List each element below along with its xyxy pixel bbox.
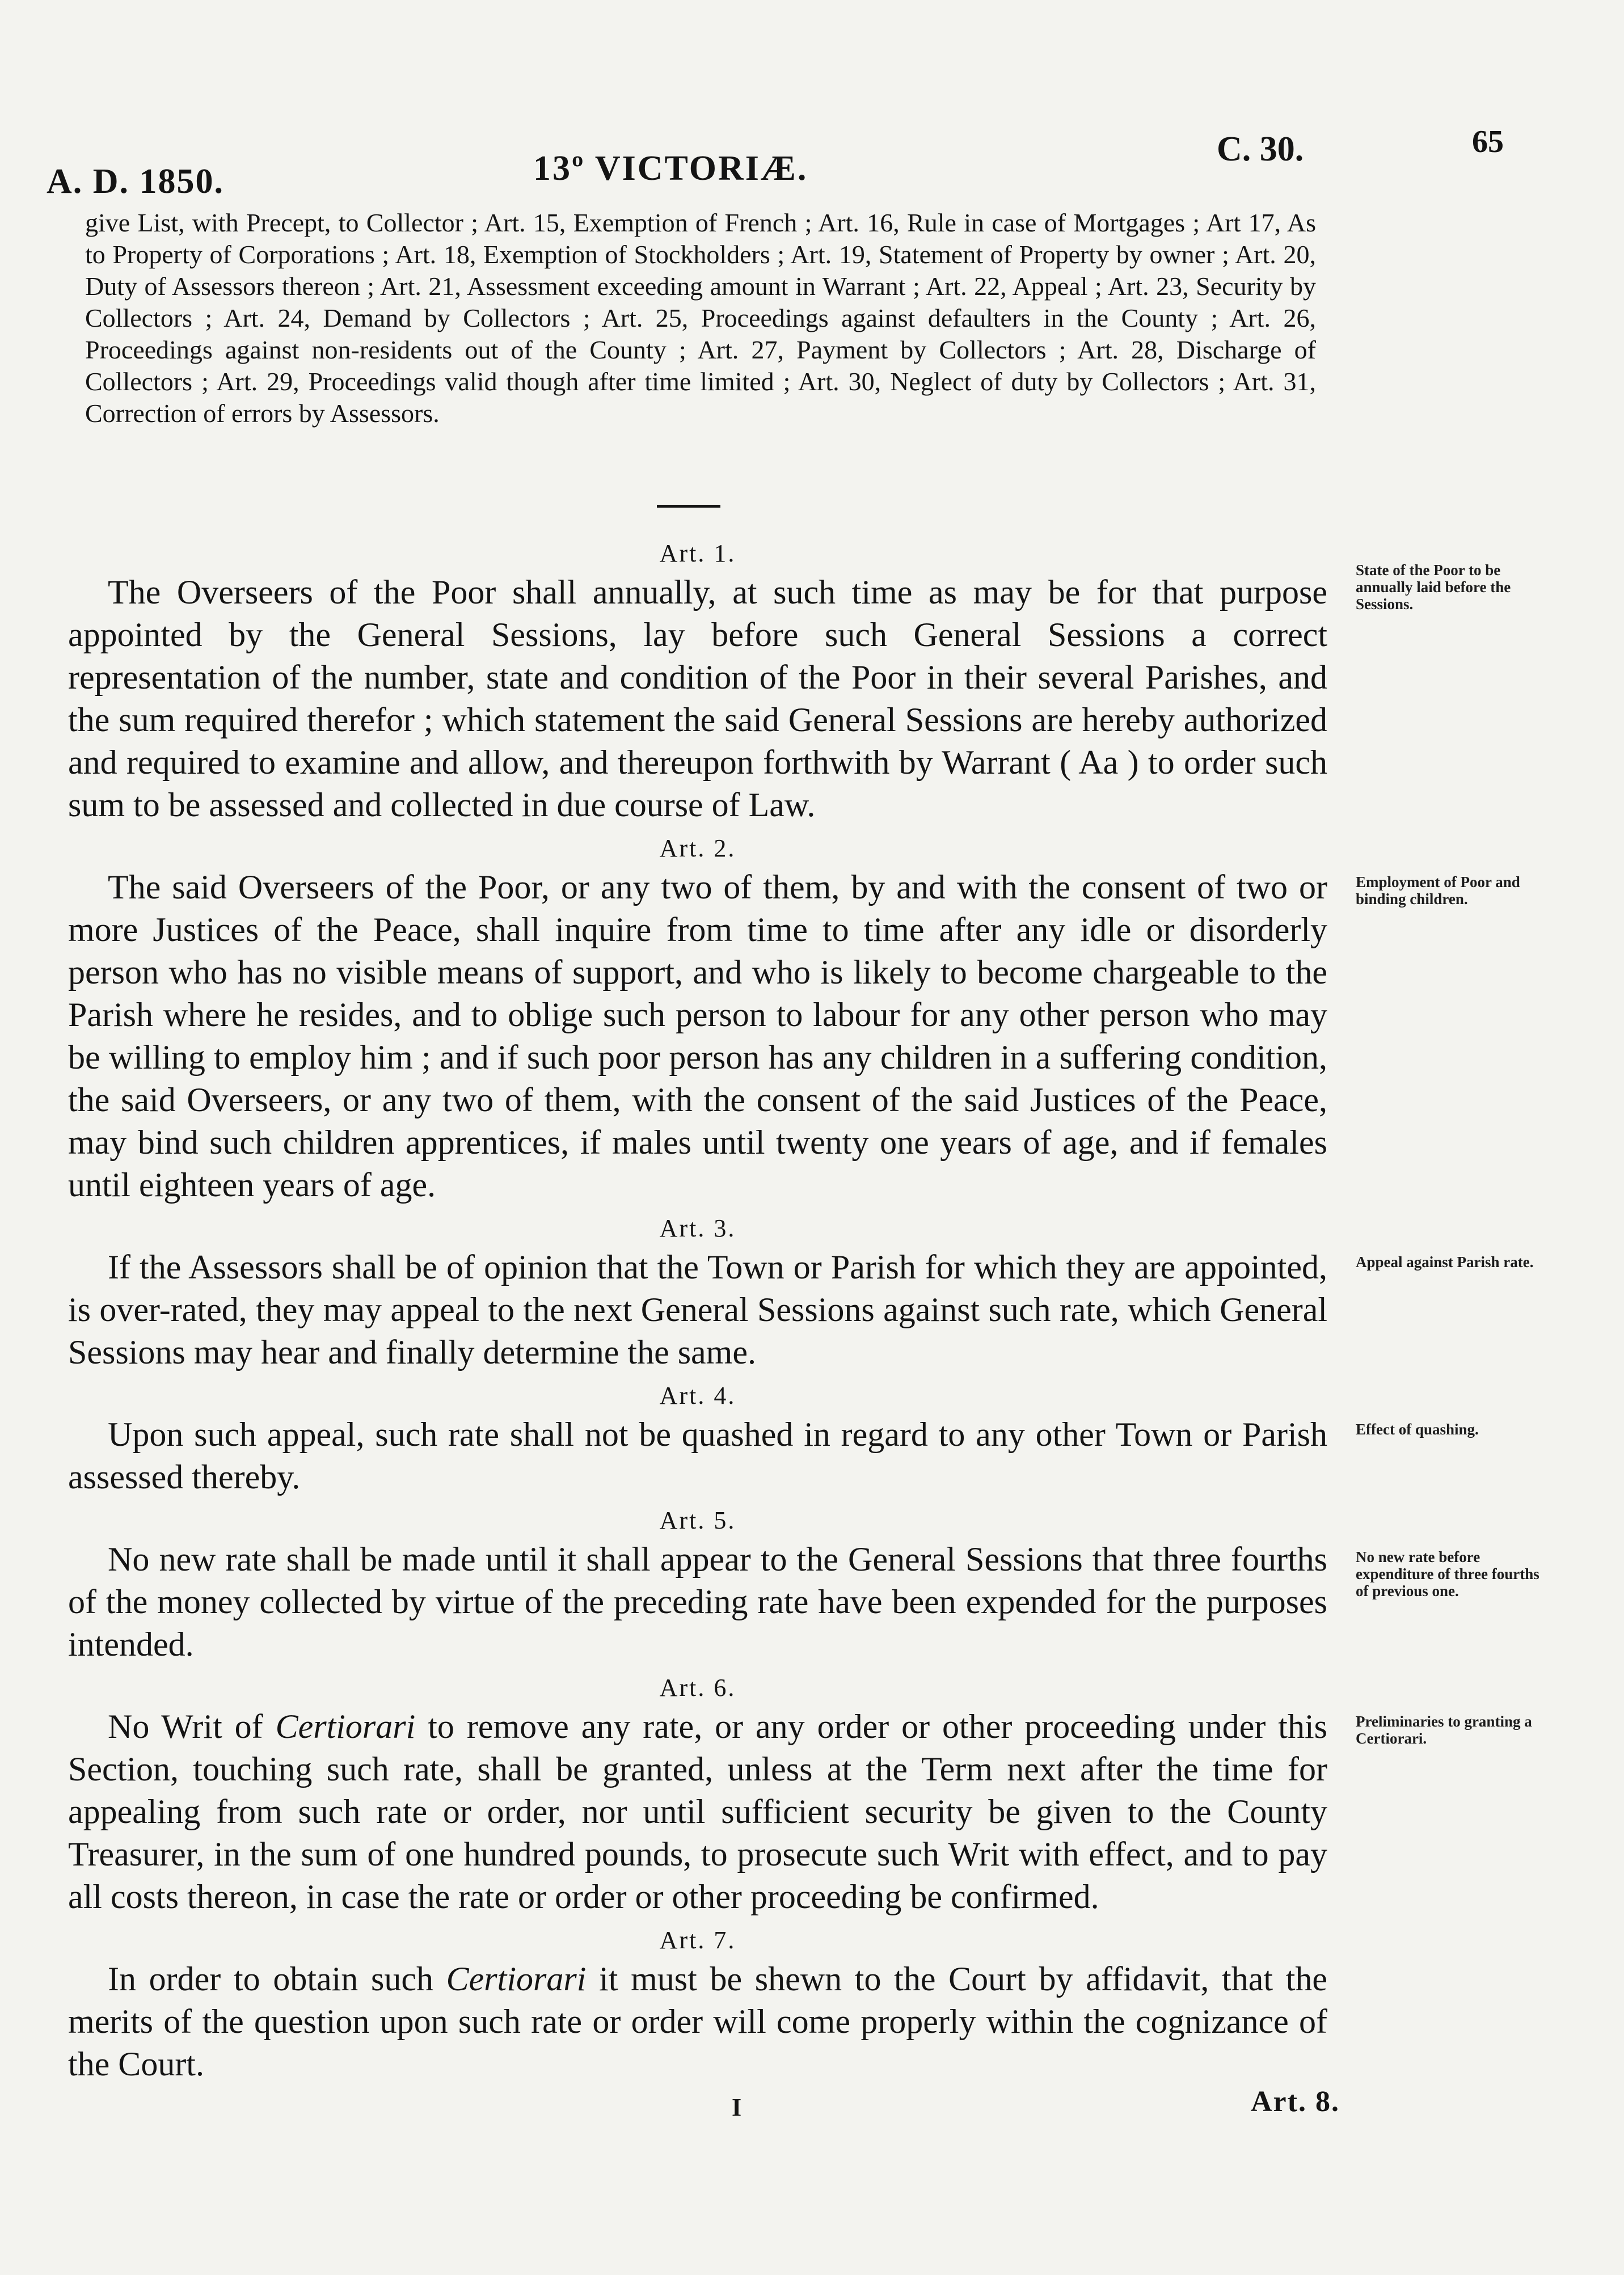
article-text-italic: Certiorari (446, 1960, 587, 1998)
article-text-end: it must be shewn to the Court by affidavit, that the merits of the question upon such rate or order will come properly within the cognizance of the Court. (68, 1960, 1328, 2083)
article-heading: Art. 3. (659, 1214, 736, 1242)
article-text (68, 1958, 1327, 2086)
signature-mark: I (732, 2093, 742, 2121)
article-text: If the Assessors shall be of opinion that the Town or Parish for which they are appointed, is over-rated, they may appeal to the next General Sessions against such rate, which General Sessions may hear and finally determine the same. (68, 1248, 1327, 1371)
article-heading: Art. 5. (659, 1506, 736, 1534)
article-text-start: In order to obtain such (108, 1960, 446, 1998)
article-7 (68, 1923, 1327, 2086)
article-5 (68, 1503, 1327, 1666)
margin-note-article-5: No new rate before expenditure of three fourths of previous one. (1356, 1548, 1539, 1599)
header-title: 13º VICTORIÆ. (533, 149, 808, 188)
article-text: No new rate shall be made until it shall appear to the General Sessions that three fourths of the money collected by virtue of the preceding rate have been expended for the purposes intended. (68, 1540, 1327, 1663)
page-number: 65 (1472, 124, 1504, 159)
article-heading: Art. 2. (659, 834, 736, 862)
article-heading: Art. 6. (659, 1674, 736, 1702)
section-summary: give List, with Precept, to Collector ; Art. 15, Exemption of French ; Art. 16, Rule in case of Mortgages ; Art 17, As to Property of Corporations ; Art. 18, Exemption of Stockholders ; Art. 19, Statement of Property by owner ; Art. 20, Duty of Assessors thereon ; Art. 21, Assessment exceeding amount in Warrant ; Art. 22, Appeal ; Art. 23, Security by Collectors ; Art. 24, Demand by Collectors ; Art. 25, Proceedings against defaulters in the County ; Art. 26, Proceedings against non-residents out of the County ; Art. 27, Payment by Collectors ; Art. 28, Discharge of Collectors ; Art. 29, Proceedings valid though after time limited ; Art. 30, Neglect of duty by Collectors ; Art. 31, Correction of errors by Assessors. (85, 208, 1316, 428)
margin-note-article-6: Preliminaries to granting a Certiorari. (1356, 1713, 1532, 1747)
margin-note-article-3: Appeal against Parish rate. (1356, 1253, 1534, 1271)
article-text (68, 1706, 1327, 1918)
article-4 (68, 1378, 1327, 1499)
header-year: A. D. 1850. (47, 162, 225, 201)
article-heading: Art. 7. (659, 1926, 736, 1954)
article-heading: Art. 4. (659, 1382, 736, 1409)
divider-rule (657, 505, 720, 508)
header-chapter: C. 30. (1217, 130, 1304, 168)
catchword: Art. 8. (1251, 2086, 1340, 2118)
margin-note-article-1: State of the Poor to be annually laid before the Sessions. (1356, 562, 1511, 613)
article-1 (68, 536, 1327, 826)
article-6 (68, 1670, 1327, 1918)
article-text: The Overseers of the Poor shall annually, at such time as may be for that purpose appointed by the General Sessions, lay before such General Sessions a correct representation of the number, state and condition of the Poor in their several Parishes, and the sum required therefor ; which statement the said General Sessions are hereby authorized and required to examine and allow, and thereupon forthwith by Warrant ( Aa ) to order such sum to be assessed and collected in due course of Law. (68, 573, 1327, 824)
article-text-italic: Certiorari (275, 1708, 416, 1745)
article-3 (68, 1211, 1327, 1374)
margin-note-article-2: Employment of Poor and binding children. (1356, 873, 1520, 908)
article-heading: Art. 1. (659, 539, 736, 567)
articles-column (68, 536, 1327, 2090)
article-text: Upon such appeal, such rate shall not be quashed in regard to any other Town or Parish assessed thereby. (68, 1416, 1327, 1496)
margin-note-article-4: Effect of quashing. (1356, 1421, 1479, 1438)
article-text-end: to remove any rate, or any order or other proceeding under this Section, touching such rate, shall be granted, unless at the Term next after the time for appealing from such rate or order, nor until sufficient security be given to the County Treasurer, in the sum of one hundred pounds, to prosecute such Writ with effect, and to pay all costs thereon, in case the rate or order or other proceeding be confirmed. (68, 1708, 1327, 1915)
article-text: The said Overseers of the Poor, or any two of them, by and with the consent of two or more Justices of the Peace, shall inquire from time to time after any idle or disorderly person who has no visible means of support, and who is likely to become chargeable to the Parish where he resides, and to oblige such person to labour for any other person who may be willing to employ him ; and if such poor person has any children in a suffering condition, the said Overseers, or any two of them, with the consent of the said Justices of the Peace, may bind such children apprentices, if males until twenty one years of age, and if females until eighteen years of age. (68, 868, 1327, 1204)
article-text-start: No Writ of (108, 1708, 276, 1745)
article-2 (68, 831, 1327, 1206)
